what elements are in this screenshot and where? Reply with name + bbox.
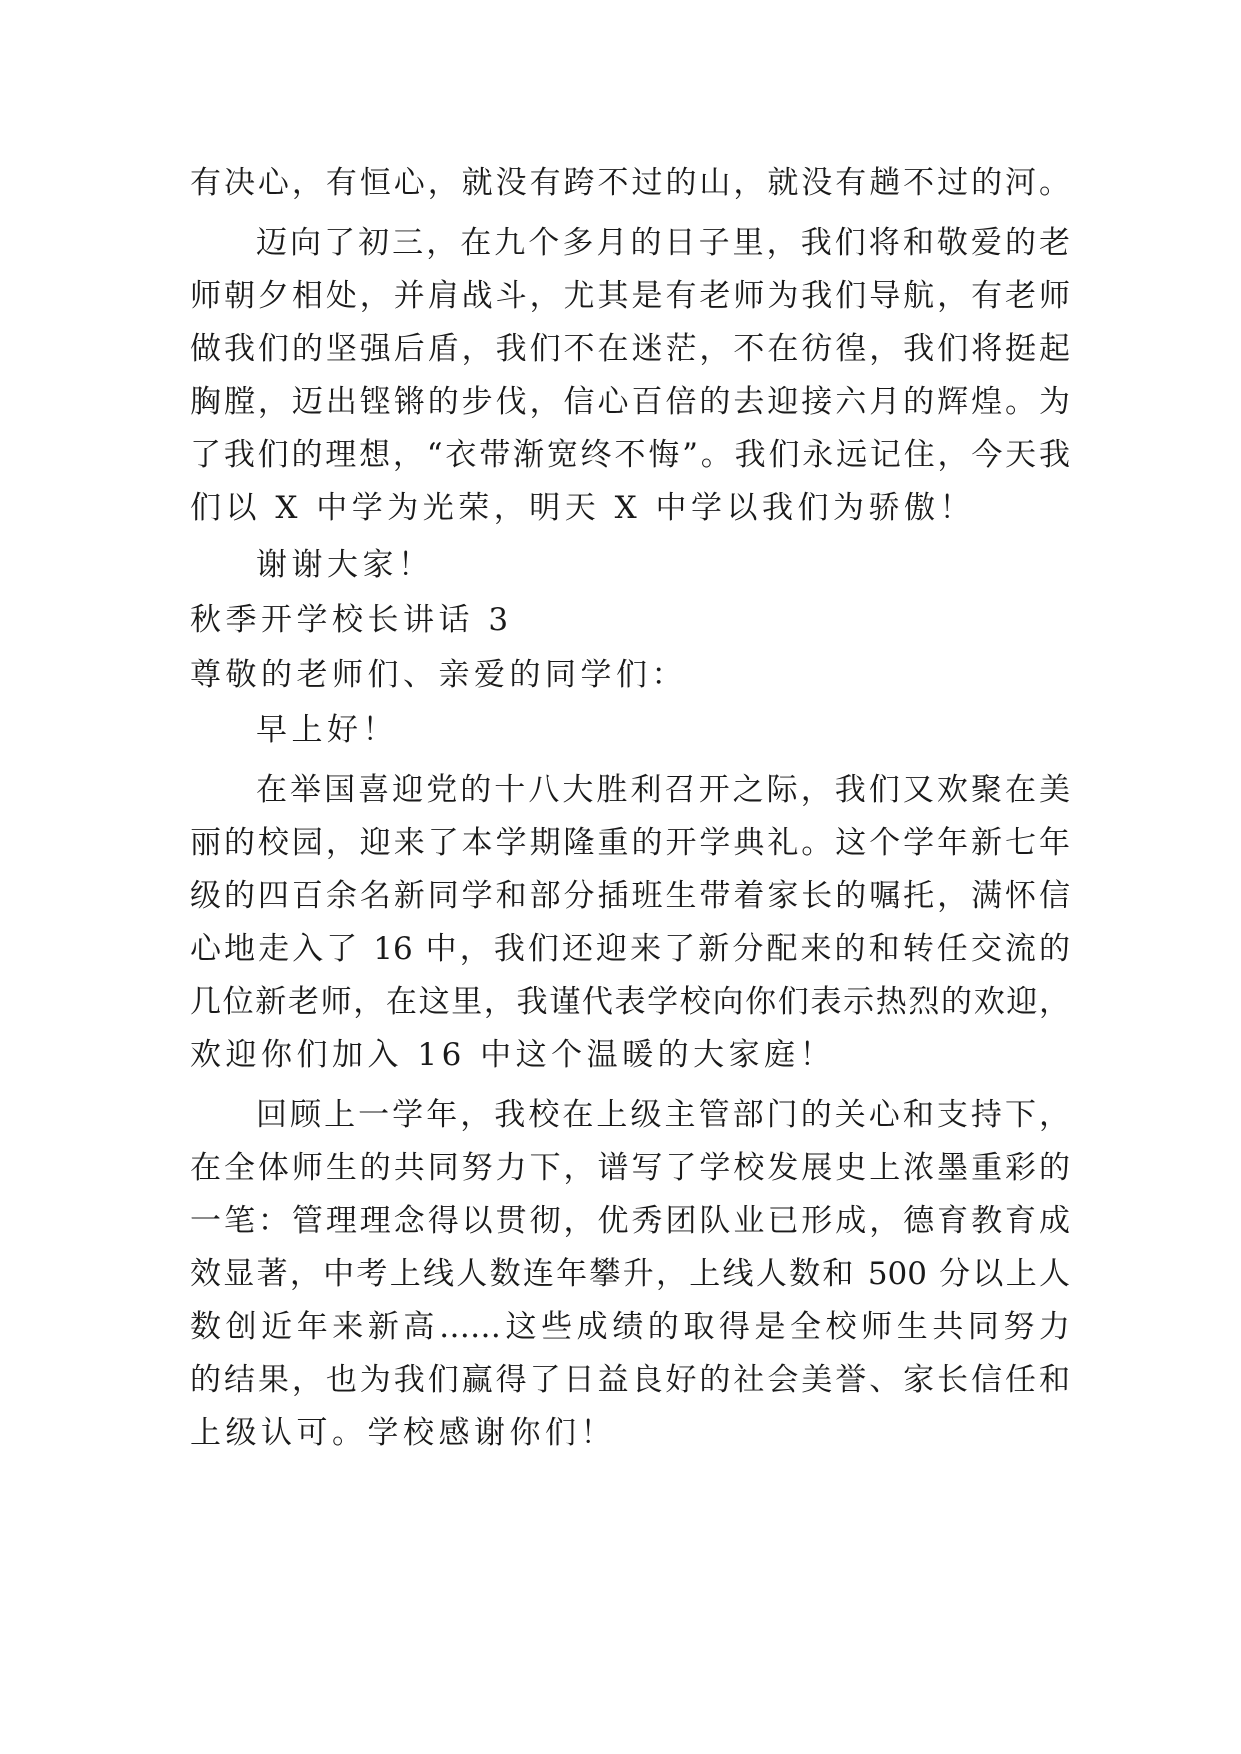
text-line: 心地走入了 16 中，我们还迎来了新分配来的和转任交流的: [190, 931, 1070, 967]
text-line: 在全体师生的共同努力下，谱写了学校发展史上浓墨重彩的: [190, 1150, 1070, 1186]
greeting: 早上好！: [256, 712, 398, 748]
text-line: 有决心，有恒心，就没有跨不过的山，就没有趟不过的河。: [190, 165, 1070, 201]
text-line: 迈向了初三，在九个多月的日子里，我们将和敬爱的老: [256, 225, 1070, 261]
text-line: 了我们的理想，“衣带渐宽终不悔”。我们永远记住，今天我: [190, 437, 1070, 473]
text-line: 级的四百余名新同学和部分插班生带着家长的嘱托，满怀信: [190, 878, 1070, 914]
text-line: 谢谢大家！: [256, 547, 434, 583]
text-line: 一笔：管理理念得以贯彻，优秀团队业已形成，德育教育成: [190, 1203, 1070, 1239]
text-line: 几位新老师，在这里，我谨代表学校向你们表示热烈的欢迎，: [190, 984, 1070, 1020]
text-line: 的结果，也为我们赢得了日益良好的社会美誉、家长信任和: [190, 1362, 1070, 1398]
section-heading: 秋季开学校长讲话 3: [190, 602, 513, 638]
salutation: 尊敬的老师们、亲爱的同学们：: [190, 657, 687, 693]
text-line: 上级认可。学校感谢你们！: [190, 1415, 616, 1451]
text-line: 回顾上一学年，我校在上级主管部门的关心和支持下，: [256, 1097, 1070, 1133]
text-line: 胸膛，迈出铿锵的步伐，信心百倍的去迎接六月的辉煌。为: [190, 384, 1070, 420]
text-line: 做我们的坚强后盾，我们不在迷茫，不在彷徨，我们将挺起: [190, 331, 1070, 367]
text-line: 们以 X 中学为光荣，明天 X 中学以我们为骄傲！: [190, 490, 976, 526]
text-line: 在举国喜迎党的十八大胜利召开之际，我们又欢聚在美: [256, 772, 1070, 808]
text-line: 数创近年来新高……这些成绩的取得是全校师生共同努力: [190, 1309, 1070, 1345]
text-line: 师朝夕相处，并肩战斗，尤其是有老师为我们导航，有老师: [190, 278, 1070, 314]
text-line: 欢迎你们加入 16 中这个温暖的大家庭！: [190, 1037, 836, 1073]
text-line: 效显著，中考上线人数连年攀升，上线人数和 500 分以上人: [190, 1256, 1070, 1292]
text-line: 丽的校园，迎来了本学期隆重的开学典礼。这个学年新七年: [190, 825, 1070, 861]
